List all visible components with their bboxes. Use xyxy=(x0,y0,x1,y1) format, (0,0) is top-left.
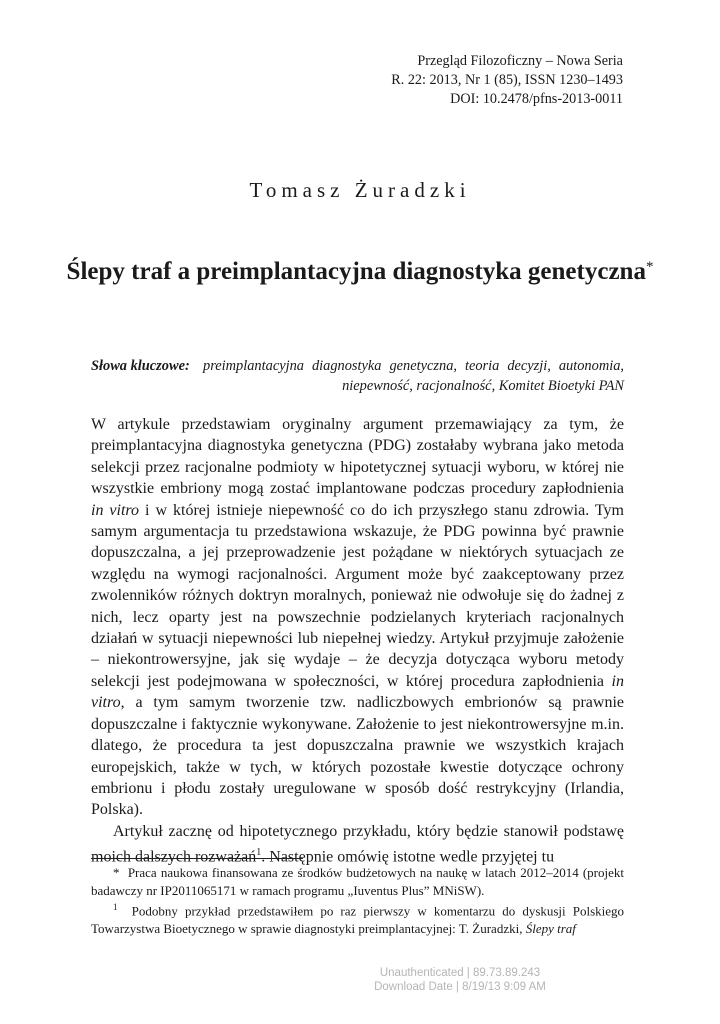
body-paragraph-2 xyxy=(91,821,624,868)
text-run: W artykule przedstawiam oryginalny argument przemawiający za tym, że preimplantacyjna diagnostyka genetyczna (PDG) zostałaby wybrana jako metoda selekcji przez racjonalne podmioty w hipotetycznej sytuacji wyboru, w której nie wszystkie embriony mogą zostać implantowane podczas procedury zapłodnienia xyxy=(91,416,624,498)
author-name: Tomasz Żuradzki xyxy=(249,178,471,202)
footnote-separator xyxy=(91,858,303,859)
italic-title: Ślepy traf xyxy=(525,920,576,936)
text-run: i w której istnieje niepewność co do ich przyszłego stanu zdrowia. Tym samym argumentacja tu przedstawiona wskazuje, że PDG powinna być prawnie dopuszczalna, a jej przeprowadzenie jest pożądane w niektórych sytuacjach ze względu na wymogi racjonalności. Argument może być zaakceptowany przez zwolenników różnych doktryn moralnych, ponieważ nie odwołuje się do żadnej z nich, lecz oparty jest na powszechnie podzielanych kryteriach racjonalnych działań w sytuacji niepewności lub niepełnej wiedzy. Artykuł przyjmuje założenie – niekontrowersyjne, jak się wydaje – że decyzja dotycząca wyboru metody selekcji jest podejmowana w społeczności, w której procedura zapłodnienia xyxy=(91,501,624,690)
abstract-paragraph-1 xyxy=(91,414,624,821)
journal-volume-issn: R. 22: 2013, Nr 1 (85), ISSN 1230–1493 xyxy=(391,72,623,88)
footnotes xyxy=(91,864,624,937)
footnote-text: Podobny przykład przedstawiłem po raz pierwszy w komentarzu do dyskusji Polskiego Towarzystwa Bioetycznego w sprawie diagnostyki preimplantacyjnej: T. Żuradzki, xyxy=(91,903,625,936)
article-title-text: Ślepy traf a preimplantacyjna diagnostyka genetyczna xyxy=(66,258,646,285)
italic-term: in vitro xyxy=(91,672,624,712)
keywords-block xyxy=(91,356,624,396)
footnote-mark: * xyxy=(113,865,120,880)
keywords-text: preimplantacyjna diagnostyka genetyczna, teoria decyzji, autonomia, niepewność, racjonalność, Komitet Bioetyki PAN xyxy=(203,358,624,394)
italic-term: in vitro xyxy=(91,501,140,519)
text-run: Artykuł zacznę od hipotetycznego przykładu, który będzie stanowił podstawę moich dalszych rozważań xyxy=(91,822,624,866)
journal-header xyxy=(391,52,623,109)
abstract-body xyxy=(91,414,624,868)
download-stamp-date: Download Date | 8/19/13 9:09 AM xyxy=(374,981,546,993)
download-stamp-auth: Unauthenticated | 89.73.89.243 xyxy=(379,967,541,979)
download-stamp xyxy=(0,966,720,994)
text-run: , a tym samym tworzenie tzw. nadliczbowych embrionów są prawnie dopuszczalne i faktycznie wykonywane. Założenie to jest niekontrowersyjne m.in. dlatego, że procedura ta jest dopuszczalna prawnie we wszystkich krajach europejskich, także w tych, w których pozostałe kwestie dotyczące ochrony embrionu i płodu zostały uregulowane w sposób dość restrykcyjny (Irlandia, Polska). xyxy=(91,694,624,819)
journal-doi[interactable]: DOI: 10.2478/pfns-2013-0011 xyxy=(450,91,623,107)
footnote-1 xyxy=(91,899,624,937)
journal-name: Przegląd Filozoficzny – Nowa Seria xyxy=(417,53,623,69)
footnote-ref-1[interactable]: 1 xyxy=(256,847,262,859)
text-run: . Następnie omówię istotne wedle przyjętej tu xyxy=(261,848,555,866)
keywords-label: Słowa kluczowe: xyxy=(91,358,190,374)
article-title xyxy=(60,256,660,287)
title-footnote-mark[interactable]: * xyxy=(645,259,654,275)
footnote-star xyxy=(91,864,624,899)
footnote-text: Praca naukowa finansowana ze środków budżetowych na naukę w latach 2012–2014 (projekt badawczy nr IP2011065171 w ramach programu „Iuventus Plus” MNiSW). xyxy=(91,865,624,898)
footnote-mark: 1 xyxy=(113,902,118,912)
